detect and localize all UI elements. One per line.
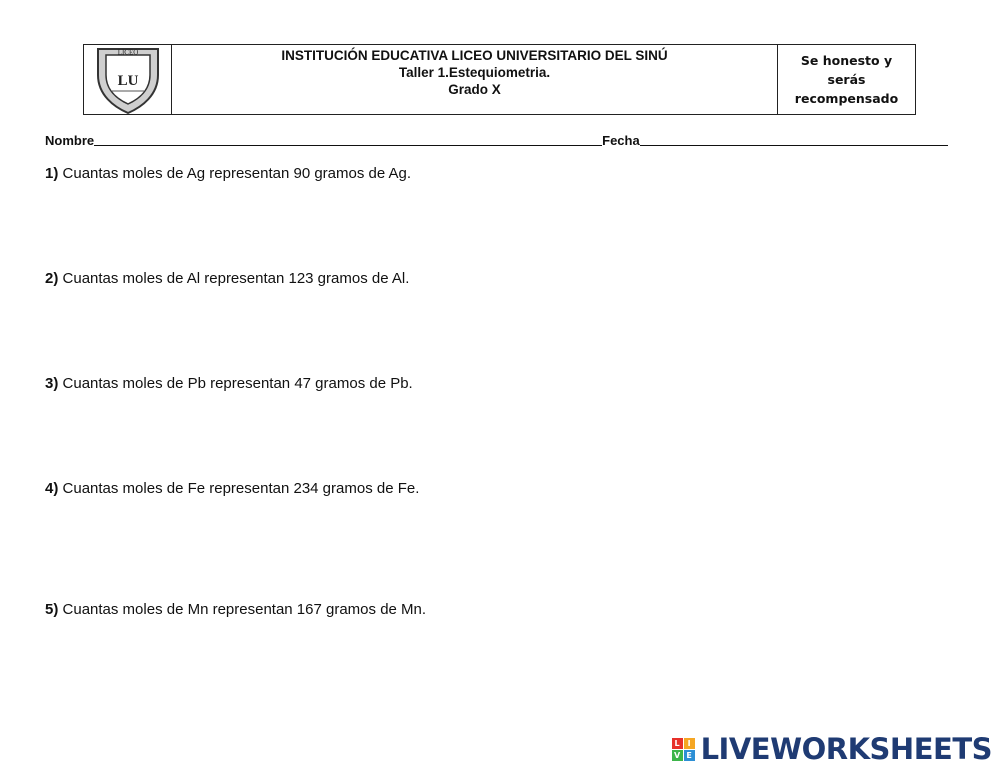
- workshop-title: Taller 1.Estequiometria.: [398, 65, 551, 80]
- liveworksheets-badge-icon: L I V E: [672, 738, 695, 761]
- school-crest-icon: [92, 45, 164, 115]
- question-text: Cuantas moles de Mn representan 167 gramos de Mn.: [62, 601, 427, 618]
- date-label: Fecha: [602, 133, 640, 148]
- name-label: Nombre: [45, 133, 95, 148]
- liveworksheets-logo[interactable]: [672, 732, 992, 766]
- question-4: [45, 480, 419, 497]
- question-number: 3): [45, 375, 59, 392]
- question-number: 5): [45, 601, 59, 618]
- header-table: [83, 44, 916, 115]
- header-title-cell: [172, 45, 778, 114]
- name-date-row: [45, 133, 948, 148]
- date-field[interactable]: [640, 133, 948, 146]
- question-3: [45, 375, 413, 392]
- question-text: Cuantas moles de Pb representan 47 gramos de Pb.: [62, 375, 413, 392]
- question-text: Cuantas moles de Al representan 123 gramos de Al.: [62, 270, 410, 287]
- svg-text:LU: LU: [117, 72, 138, 89]
- liveworksheets-wordmark: LIVEWORKSHEETS: [700, 732, 992, 766]
- question-5: [45, 601, 426, 618]
- motto-cell: [778, 45, 915, 114]
- question-number: 2): [45, 270, 59, 287]
- svg-text:LICEO: LICEO: [117, 48, 138, 56]
- motto-line-2: serás: [827, 72, 866, 87]
- question-2: [45, 270, 409, 287]
- name-field[interactable]: [94, 133, 602, 146]
- question-text: Cuantas moles de Fe representan 234 gramos de Fe.: [62, 480, 420, 497]
- grade-label: Grado X: [448, 82, 501, 97]
- motto-line-1: Se honesto y: [800, 53, 893, 68]
- institution-name: INSTITUCIÓN EDUCATIVA LICEO UNIVERSITARIO DEL SINÚ: [281, 48, 668, 63]
- question-number: 4): [45, 480, 59, 497]
- question-1: [45, 165, 411, 182]
- motto-line-3: recompensado: [794, 91, 899, 106]
- question-text: Cuantas moles de Ag representan 90 gramos de Ag.: [62, 165, 412, 182]
- school-logo-cell: [84, 45, 172, 114]
- question-number: 1): [45, 165, 59, 182]
